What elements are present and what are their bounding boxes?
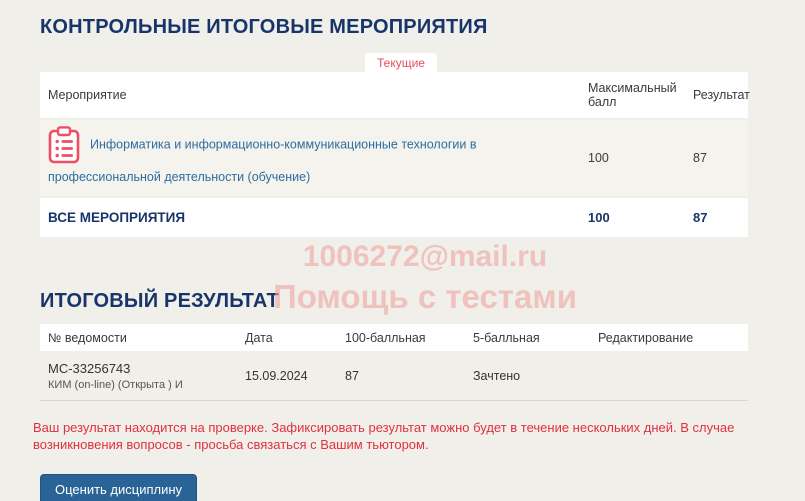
- results-sheet-cell: [40, 361, 245, 391]
- events-total-row: [40, 196, 748, 237]
- events-total-result: 87: [693, 210, 708, 225]
- result-date: 15.09.2024: [245, 368, 308, 383]
- results-header-sheet-no: № ведомости: [48, 330, 127, 345]
- results-header-scale5: 5-балльная: [473, 330, 540, 345]
- events-total-max-score: 100: [588, 210, 610, 225]
- event-max-score: 100: [588, 151, 609, 165]
- results-header-scale100: 100-балльная: [345, 330, 426, 345]
- watermark-email: 1006272@mail.ru: [302, 240, 548, 273]
- events-header-max-score: Максимальный балл: [588, 81, 677, 109]
- sheet-number: МС-33256743: [48, 360, 131, 376]
- review-notice: Ваш результат находится на проверке. Зафиксировать результат можно будет в течение нескольких дней. В случае возникновения вопросов - просьба связаться с Вашим тьютором.: [33, 420, 735, 452]
- events-total-label: ВСЕ МЕРОПРИЯТИЯ: [48, 210, 186, 225]
- page-title: КОНТРОЛЬНЫЕ ИТОГОВЫЕ МЕРОПРИЯТИЯ: [40, 16, 488, 38]
- sheet-details: КИМ (on-line) (Открыта ) И: [48, 378, 183, 391]
- tab-current-label: Текущие: [377, 55, 425, 70]
- results-header-date: Дата: [245, 330, 273, 345]
- results-section-title: ИТОГОВЫЙ РЕЗУЛЬТАТ: [40, 290, 279, 312]
- table-row: [40, 118, 748, 196]
- results-header-editing: Редактирование: [598, 330, 694, 345]
- tab-strip: [40, 53, 748, 72]
- event-link[interactable]: [40, 120, 588, 196]
- watermark-text: Помощь с тестами: [272, 277, 578, 315]
- result-scale100: 87: [345, 368, 359, 383]
- page: [0, 16, 805, 501]
- events-table-header: [40, 72, 748, 118]
- events-table: [40, 72, 748, 237]
- table-row: [40, 351, 748, 401]
- results-table-header: [40, 324, 748, 351]
- clipboard-list-icon: [48, 126, 80, 164]
- watermark-overlay: [240, 238, 610, 317]
- results-table: [40, 324, 748, 401]
- event-result: 87: [693, 151, 707, 165]
- events-header-event: Мероприятие: [48, 88, 127, 102]
- tab-current[interactable]: [365, 53, 437, 72]
- result-scale5: Зачтено: [473, 368, 521, 383]
- events-header-result: Результат: [693, 88, 750, 102]
- event-title: Информатика и информационно-коммуникационные технологии в профессиональной деятельности (обучение): [48, 137, 477, 184]
- rate-discipline-button[interactable]: Оценить дисциплину: [40, 474, 197, 501]
